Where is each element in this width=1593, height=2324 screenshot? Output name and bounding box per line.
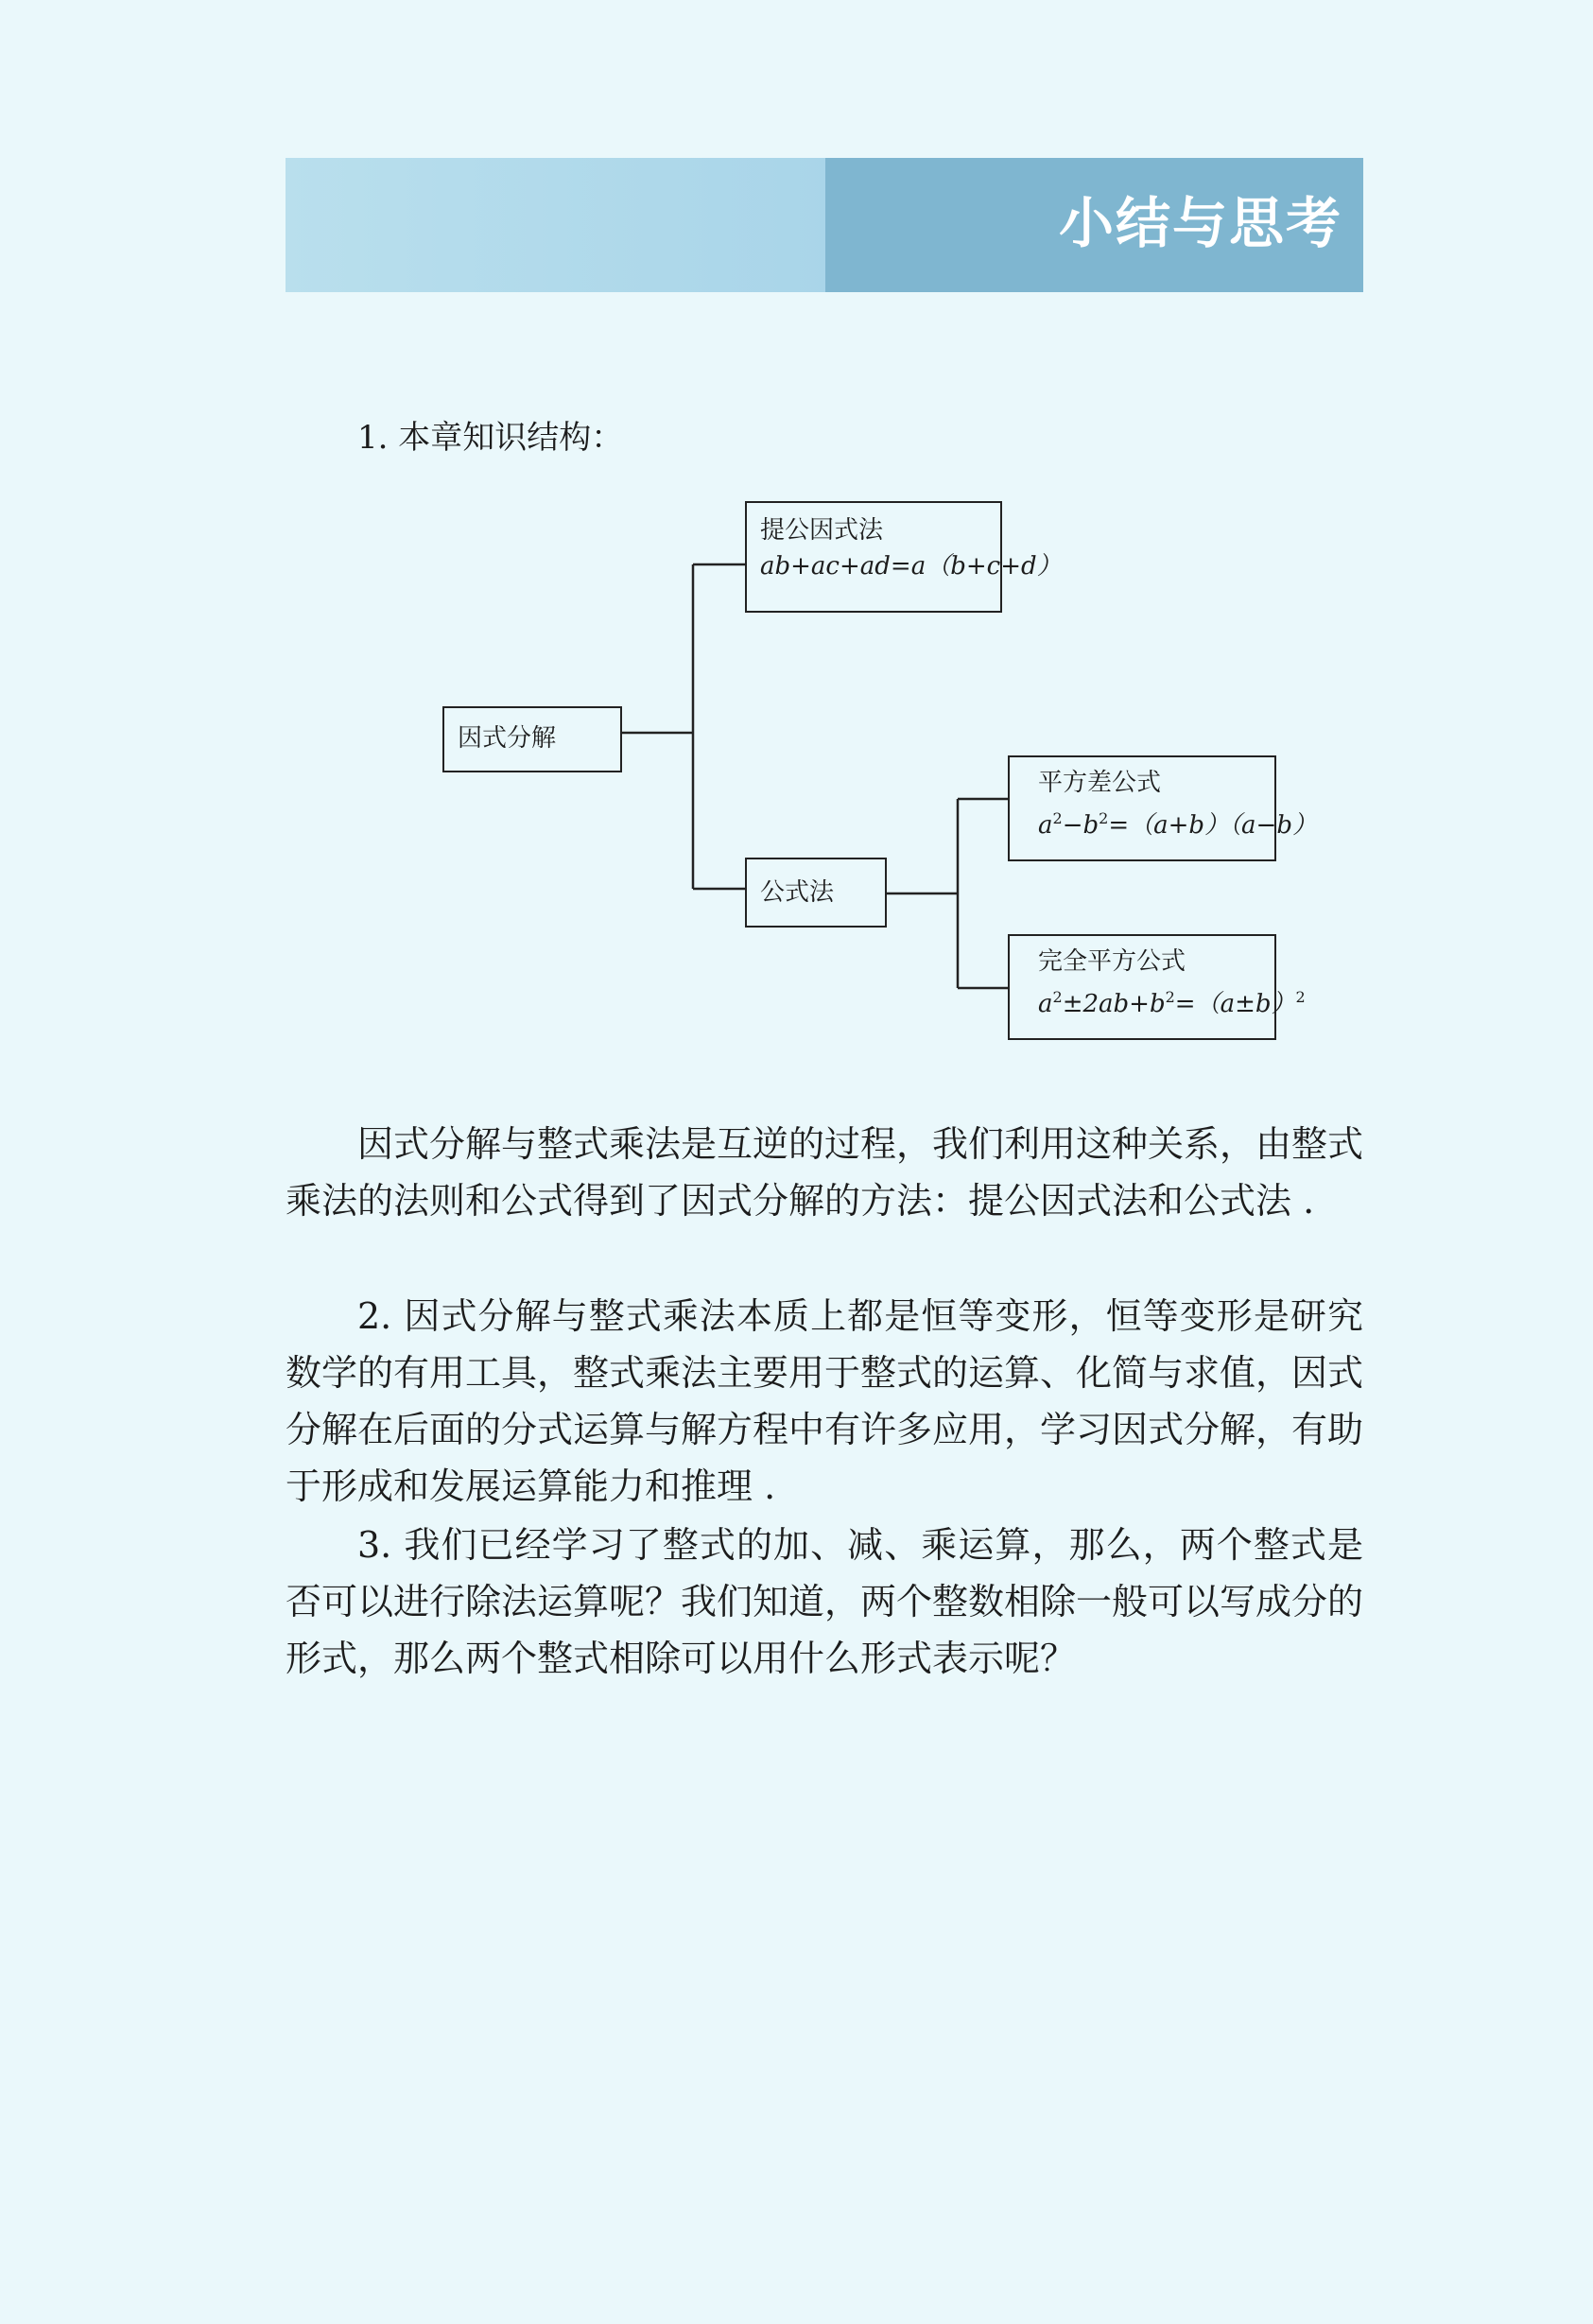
node-common-factor — [745, 501, 1062, 613]
node-square-difference — [1008, 755, 1317, 861]
section-title: 小结与思考 — [1058, 191, 1342, 255]
paragraph-item-2: 2. 因式分解与整式乘法本质上都是恒等变形，恒等变形是研究数学的有用工具，整式乘法主要用于整式的运算、化简与求值，因式分解在后面的分式运算与解方程中有许多应用，学习因式分解，有助于形成和发展运算能力和推理 . — [286, 1295, 1364, 1507]
node-common-factor-label: 提公因式法 — [760, 516, 884, 545]
node-square-difference-formula: $a^2-b^2=(a+b)(a-b)$ — [1038, 809, 1317, 840]
node-formula-method-label: 公式法 — [760, 878, 835, 907]
node-common-factor-formula: ab+ac+ad=a（b+c+d） — [760, 552, 1062, 581]
paragraph-summary: 因式分解与整式乘法是互逆的过程，我们利用这种关系，由整式乘法的法则和公式得到了因式分解的方法：提公因式法和公式法 . — [286, 1123, 1364, 1222]
knowledge-structure-heading: 1. 本章知识结构： — [357, 419, 624, 457]
node-factorization-label: 因式分解 — [458, 724, 557, 753]
node-perfect-square-label: 完全平方公式 — [1038, 947, 1186, 976]
paragraph-item-3: 3. 我们已经学习了整式的加、减、乘运算，那么，两个整式是否可以进行除法运算呢？我们知道，两个整数相除一般可以写成分的形式，那么两个整式相除可以用什么形式表示呢？ — [286, 1524, 1364, 1679]
node-formula-method — [745, 858, 887, 928]
node-factorization — [442, 706, 622, 772]
node-perfect-square — [1008, 934, 1306, 1040]
node-perfect-square-formula: $a^2\pm 2ab+b^2=(a\pm b)^2$ — [1038, 988, 1306, 1018]
node-square-difference-label: 平方差公式 — [1038, 769, 1162, 797]
